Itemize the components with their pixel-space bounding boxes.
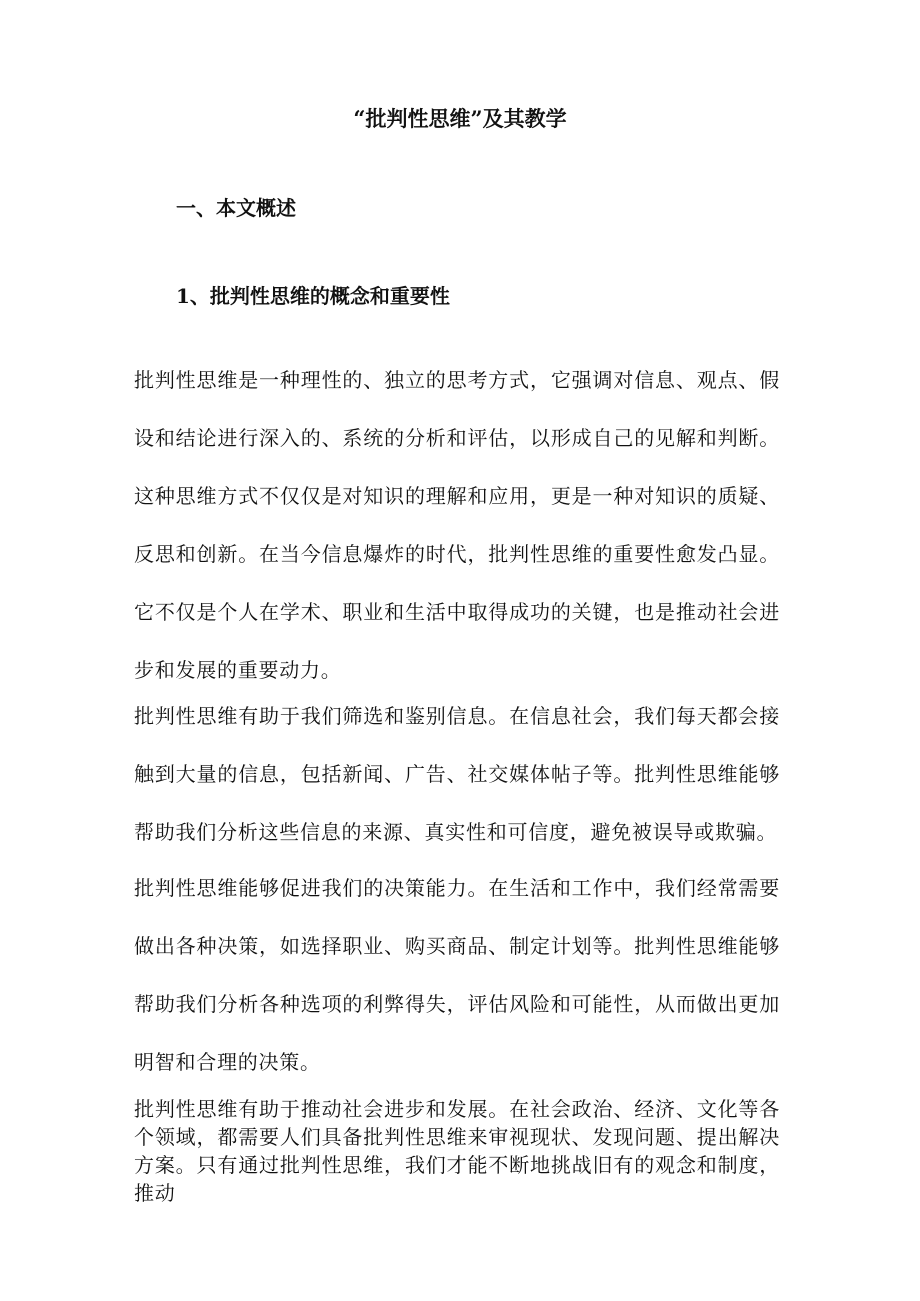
subsection-heading: 1、批判性思维的概念和重要性 [176, 284, 450, 308]
paragraph-decision-making: 批判性思维能够促进我们的决策能力。在生活和工作中，我们经常需要做出各种决策，如选择职业、购买商品、制定计划等。批判性思维能够帮助我们分析各种选项的利弊得失，评估风险和可能性，从而做出更加明智和合理的决策。 [134, 876, 780, 1074]
paragraph-social-progress: 批判性思维有助于推动社会进步和发展。在社会政治、经济、文化等各个领域，都需要人们具备批判性思维来审视现状、发现问题、提出解决方案。只有通过批判性思维，我们才能不断地挑战旧有的观念和制度，推动 [134, 1097, 780, 1205]
paragraph-concept: 批判性思维是一种理性的、独立的思考方式，它强调对信息、观点、假设和结论进行深入的、系统的分析和评估，以形成自己的见解和判断。这种思维方式不仅仅是对知识的理解和应用，更是一种对知识的质疑、反思和创新。在当今信息爆炸的时代，批判性思维的重要性愈发凸显。它不仅是个人在学术、职业和生活中取得成功的关键，也是推动社会进步和发展的重要动力。 [134, 368, 780, 682]
section-heading: 一、本文概述 [176, 196, 296, 220]
paragraph-information-filtering: 批判性思维有助于我们筛选和鉴别信息。在信息社会，我们每天都会接触到大量的信息，包括新闻、广告、社交媒体帖子等。批判性思维能够帮助我们分析这些信息的来源、真实性和可信度，避免被误导或欺骗。 [134, 704, 780, 844]
document-title: “批判性思维”及其教学 [353, 106, 567, 131]
